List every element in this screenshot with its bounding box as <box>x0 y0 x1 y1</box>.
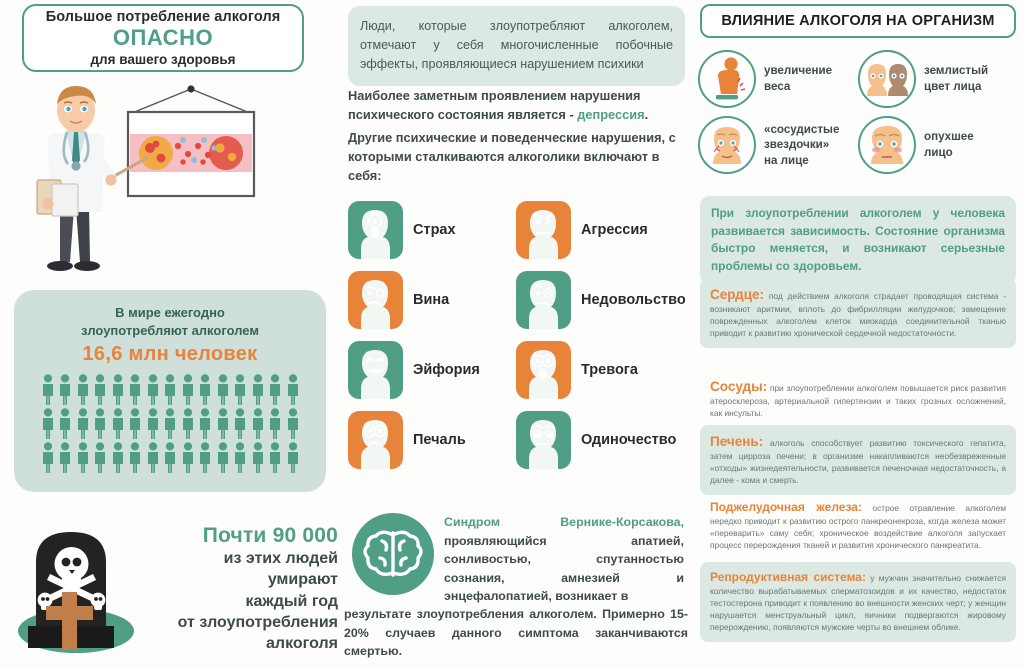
emotion-label: Эйфория <box>413 362 480 378</box>
people-row <box>41 374 300 405</box>
face-spider-veins-icon <box>700 118 754 172</box>
depression-paragraph <box>348 86 680 124</box>
person-icon <box>76 408 90 439</box>
symptom-label <box>924 63 988 94</box>
world-stats-line1: В мире ежегодно <box>115 305 225 320</box>
person-icon <box>216 408 230 439</box>
person-icon <box>268 442 282 473</box>
person-icon <box>198 374 212 405</box>
world-stats-panel <box>14 290 326 492</box>
emotion-tile <box>516 411 571 469</box>
person-icon <box>93 374 107 405</box>
emotion-tile <box>516 271 571 329</box>
person-icon <box>181 442 195 473</box>
death-line-1: из этих людей <box>223 550 338 567</box>
brain-icon <box>352 513 434 595</box>
emotion-item <box>348 411 516 469</box>
depression-paragraph-post: . <box>644 107 649 123</box>
symptom-label-line: опухшее <box>924 130 974 144</box>
main-title-line1: Большое потребление алкоголя <box>45 9 281 26</box>
emotions-grid <box>348 195 688 475</box>
person-icon <box>286 374 300 405</box>
person-icon <box>76 374 90 405</box>
person-icon <box>163 408 177 439</box>
swollen-face-icon <box>860 118 914 172</box>
person-icon <box>76 442 90 473</box>
right-column <box>692 0 1024 667</box>
emotion-label: Печаль <box>413 432 466 448</box>
death-stats-text <box>148 524 338 654</box>
depression-keyword: депрессия <box>577 107 645 123</box>
person-icon <box>41 374 55 405</box>
emotion-tile <box>348 341 403 399</box>
organ-liver-text: алкоголь способствует развитию токсического гепатита, затем цирроза печени; в организме накапливаются необезвреженные «отходы» жизнедеятельности, развивается печеночная недостаточность, а далее - кома и смерть. <box>710 438 1006 485</box>
organ-heart-name: Сердце: <box>710 287 765 302</box>
people-row <box>41 408 300 439</box>
main-title-danger: ОПАСНО <box>112 25 214 51</box>
person-icon <box>233 408 247 439</box>
person-icon <box>251 374 265 405</box>
board-hanger <box>132 85 250 113</box>
emotion-label: Агрессия <box>581 222 648 238</box>
death-stats-block <box>8 500 342 665</box>
main-title-box <box>22 4 304 72</box>
right-title: ВЛИЯНИЕ АЛКОГОЛЯ НА ОРГАНИЗМ <box>721 13 995 29</box>
person-icon <box>198 408 212 439</box>
symptoms-grid <box>698 46 1018 178</box>
death-line-2: умирают <box>267 571 338 589</box>
emotion-row <box>348 405 688 475</box>
symptom-label-line: цвет лица <box>924 80 982 93</box>
person-icon <box>111 374 125 405</box>
person-icon <box>233 442 247 473</box>
emotion-row <box>348 195 688 265</box>
person-icon <box>286 442 300 473</box>
person-icon <box>111 442 125 473</box>
symptom-label <box>924 129 974 160</box>
wernicke-text-a-rest: проявляющийся апатией, сонливостью, спутанностью сознания, амнезией и энцефалопатией, возникает в <box>444 533 684 604</box>
person-icon <box>216 442 230 473</box>
doctor-figure <box>37 86 117 271</box>
emotion-tile <box>348 201 403 259</box>
people-pictogram-grid <box>24 374 316 473</box>
death-stats-value: Почти 90 000 <box>202 524 338 547</box>
main-title-line3: для вашего здоровья <box>90 51 236 67</box>
symptom-label <box>764 122 839 169</box>
symptom-label-line: землистый <box>924 64 989 78</box>
emotion-tile <box>516 201 571 259</box>
organ-vessels-text: при злоупотреблении алкоголем повышается риск развития атеросклероза, артериальной гипертензии и таких грозных осложнений, как инсульты. <box>710 383 1006 419</box>
symptom-icon-circle <box>698 50 756 108</box>
symptom-item <box>698 46 858 112</box>
person-icon <box>128 374 142 405</box>
wernicke-title: Синдром Вернике-Корсакова, <box>444 515 684 529</box>
emotion-face-icon <box>348 201 403 259</box>
wernicke-text-a <box>444 513 684 606</box>
organ-pancreas <box>700 492 1016 560</box>
person-icon <box>58 374 72 405</box>
left-column <box>0 0 340 667</box>
depression-paragraph-pre: Наиболее заметным проявлением нарушения психического состояния является - <box>348 88 641 123</box>
person-icon <box>251 408 265 439</box>
symptom-label-line: на лице <box>764 153 809 167</box>
intro-paragraph: Люди, которые злоупотребляют алкоголем, отмечают у себя многочисленные побочные эффекты, проявляющиеся нарушением психики <box>348 6 685 86</box>
emotion-face-icon <box>348 271 403 329</box>
emotion-face-icon <box>516 411 571 469</box>
emotion-face-icon <box>516 271 571 329</box>
person-icon <box>163 442 177 473</box>
symptom-icon-circle <box>698 116 756 174</box>
person-icon <box>58 408 72 439</box>
emotion-item <box>516 271 686 329</box>
emotion-label: Тревога <box>581 362 638 378</box>
person-icon <box>128 408 142 439</box>
death-line-4: от злоупотребления <box>177 613 338 631</box>
organ-liver <box>700 425 1016 495</box>
symptom-icon-circle <box>858 50 916 108</box>
emotion-item <box>516 411 676 469</box>
wernicke-text-b: результате злоупотребления алкоголем. Примерно 15-20% случаев данного симптома заканчиваются смертью. <box>344 607 688 659</box>
emotion-label: Одиночество <box>581 432 677 448</box>
symptom-label-line: лицо <box>924 146 953 159</box>
two-faces-sallow-complexion-icon <box>860 52 914 106</box>
person-icon <box>93 442 107 473</box>
symptom-item <box>858 112 1018 178</box>
person-icon <box>268 374 282 405</box>
person-icon <box>233 374 247 405</box>
symptom-label-line: веса <box>764 80 791 93</box>
dependency-callout: При злоупотреблении алкоголем у человека развивается зависимость. Состояние организма быстро меняется, и возникают серьезные проблемы со здоровьем. <box>700 196 1016 285</box>
symptom-row <box>698 46 1018 112</box>
person-icon <box>41 442 55 473</box>
emotion-item <box>348 271 516 329</box>
emotion-label: Недовольство <box>581 292 686 308</box>
organ-reproductive-text: у мужчин значительно снижается количество вырабатываемых сперматозоидов и их качество, недостаток тестостерона приводит к появлению во внешности женских черт; у женщин нарушается менструальный цикл, яичники подвергаются жировому перерождению, появляются мужские черты во внешнем облике. <box>710 573 1006 632</box>
organ-pancreas-text: острое отравление алкоголем нередко приводит к развитию острого панкреонекроза, когда железа может «переварить» саму себя; хроническое воздействие алкоголя запускает процесс перерождения тканей и развития хронического панкреатита. <box>710 503 1006 550</box>
emotion-tile <box>348 411 403 469</box>
symptom-label-line: увеличение <box>764 64 833 78</box>
person-icon <box>216 374 230 405</box>
wernicke-korsakoff-block <box>344 505 688 665</box>
person-icon <box>268 408 282 439</box>
tombstone-illustration <box>14 518 144 656</box>
emotion-tile <box>348 271 403 329</box>
other-disorders-paragraph: Другие психические и поведенческие нарушения, с которыми сталкиваются алкоголики включают в себя: <box>348 130 676 184</box>
symptom-label-line: «сосудистые <box>764 122 840 136</box>
people-row <box>41 442 300 473</box>
right-title-box <box>700 4 1016 38</box>
person-icon <box>163 374 177 405</box>
organ-liver-name: Печень: <box>710 434 764 449</box>
emotion-row <box>348 335 688 405</box>
symptom-label <box>764 63 832 94</box>
symptom-icon-circle <box>858 116 916 174</box>
person-icon <box>146 374 160 405</box>
person-icon <box>111 408 125 439</box>
middle-column <box>340 0 692 667</box>
obese-body-on-scale-icon <box>700 52 754 106</box>
world-stats-value: 16,6 млн человек <box>82 343 258 366</box>
emotion-label: Страх <box>413 222 456 238</box>
death-line-5: алкоголя <box>266 635 338 653</box>
symptom-item <box>858 46 1018 112</box>
organ-heart-text: под действием алкоголя страдает проводящая система - возникают аритмии, вплоть до фибрилляции желудочков; замещение поврежденных алкоголем клеток миокарда соединительной тканью приводит к развитию хронической сердечной недостаточности. <box>710 291 1006 338</box>
person-icon <box>146 442 160 473</box>
organ-vessels-name: Сосуды: <box>710 379 768 394</box>
doctor-illustration <box>4 76 340 276</box>
organ-pancreas-name: Поджелудочная железа: <box>710 500 862 514</box>
person-icon <box>41 408 55 439</box>
emotion-label: Вина <box>413 292 450 308</box>
death-line-3: каждый год <box>245 592 338 610</box>
person-icon <box>198 442 212 473</box>
emotion-face-icon <box>348 341 403 399</box>
person-icon <box>251 442 265 473</box>
emotion-face-icon <box>516 341 571 399</box>
emotion-item <box>516 341 638 399</box>
person-icon <box>128 442 142 473</box>
person-icon <box>146 408 160 439</box>
world-stats-line2: злоупотребляют алкоголем <box>81 322 259 338</box>
emotion-face-icon <box>348 411 403 469</box>
person-icon <box>93 408 107 439</box>
symptom-item <box>698 112 858 178</box>
emotion-tile <box>516 341 571 399</box>
organ-reproductive <box>700 562 1016 642</box>
organ-reproductive-name: Репродуктивная система: <box>710 570 866 584</box>
person-icon <box>286 408 300 439</box>
emotion-face-icon <box>516 201 571 259</box>
organ-heart <box>700 278 1016 348</box>
person-icon <box>181 374 195 405</box>
emotion-item <box>348 341 516 399</box>
emotion-row <box>348 265 688 335</box>
emotion-item <box>348 201 516 259</box>
person-icon <box>181 408 195 439</box>
person-icon <box>58 442 72 473</box>
symptom-row <box>698 112 1018 178</box>
organ-vessels <box>700 370 1016 428</box>
emotion-item <box>516 201 648 259</box>
symptom-label-line: звездочки» <box>764 138 830 152</box>
